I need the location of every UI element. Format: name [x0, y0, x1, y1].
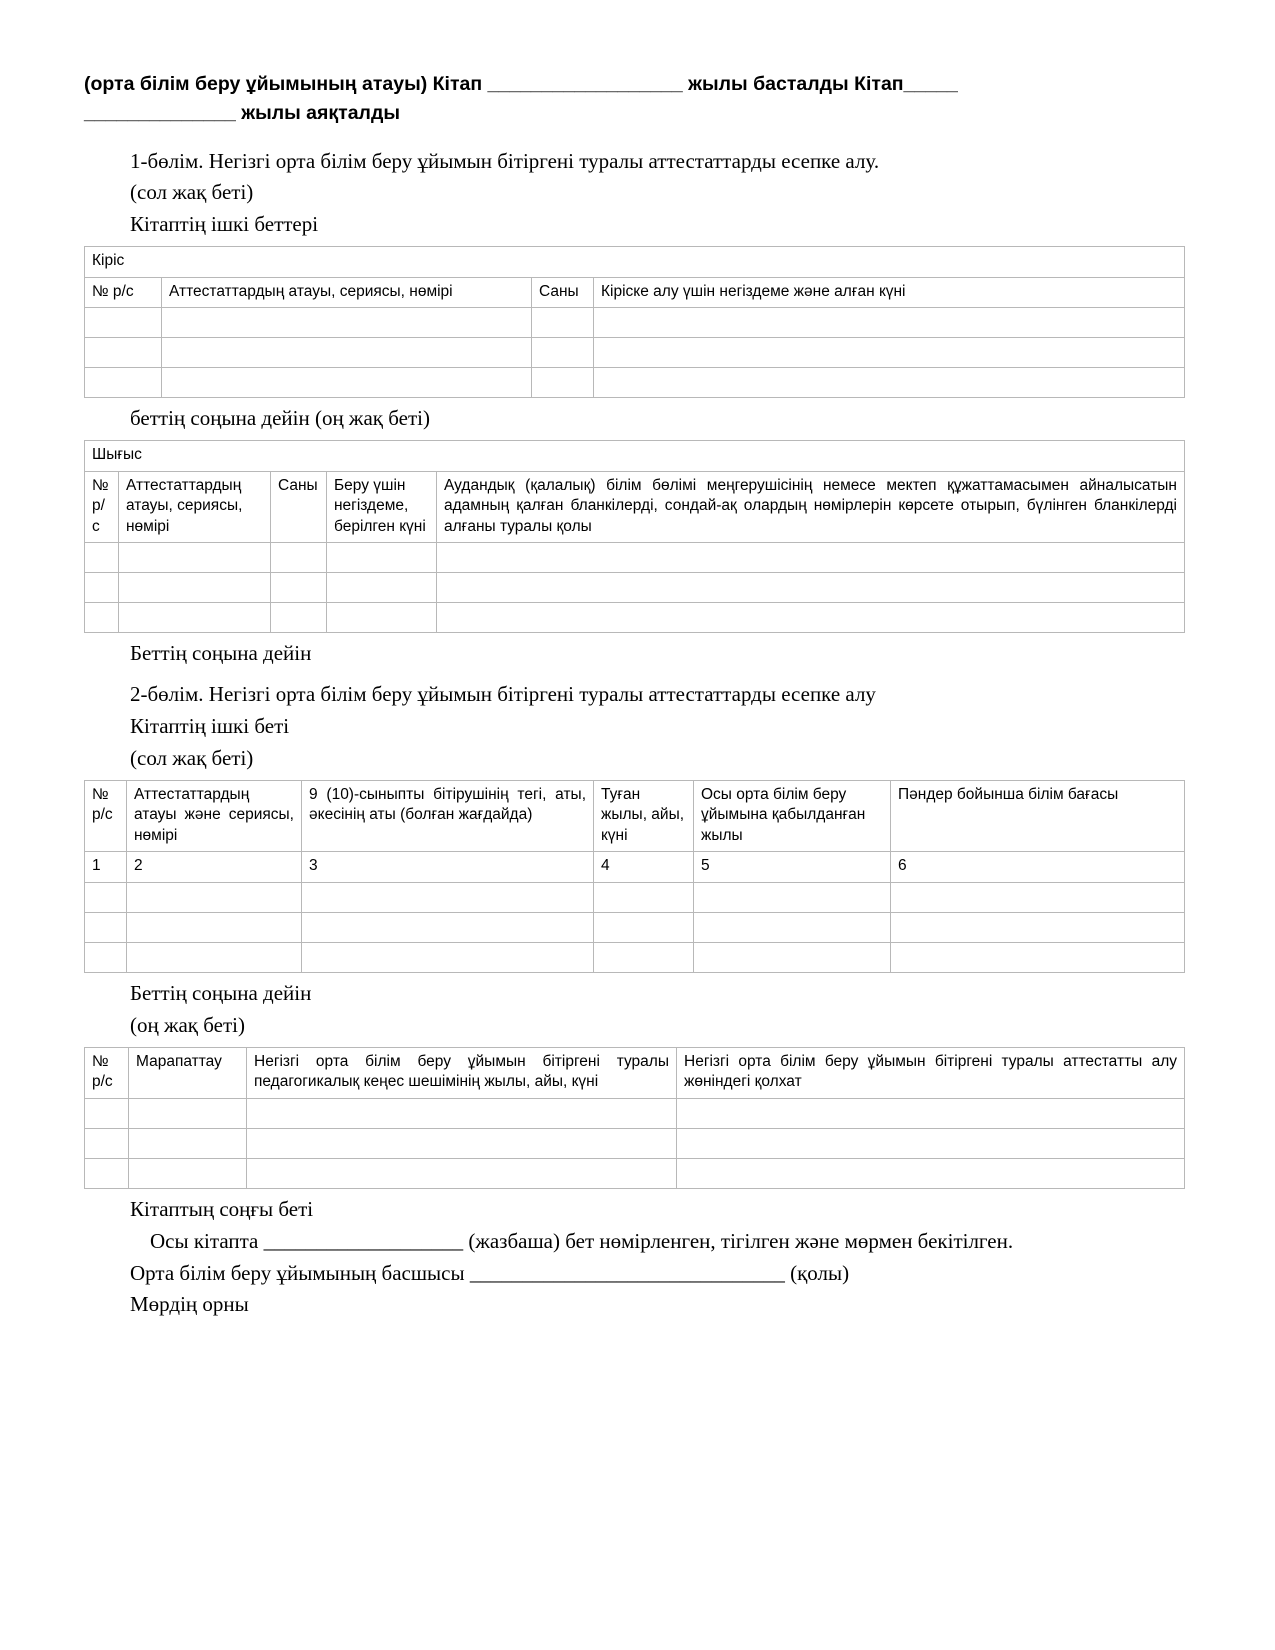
s2l-header-0: № р/с [85, 780, 127, 852]
s2l-num-4: 5 [694, 852, 891, 883]
table-kiris [84, 246, 1185, 398]
s2l-cell[interactable] [891, 883, 1185, 913]
header-line-2: ______________ жылы аяқталды [84, 102, 400, 125]
s2l-cell[interactable] [302, 913, 594, 943]
table-row [85, 338, 1185, 368]
shygys-cell[interactable] [119, 543, 271, 573]
kiris-cell[interactable] [594, 338, 1185, 368]
s2l-num-3: 4 [594, 852, 694, 883]
shygys-cell[interactable] [119, 573, 271, 603]
kiris-header-1: Аттестаттардың атауы, сериясы, нөмірі [162, 277, 532, 308]
table-row [85, 1098, 1185, 1128]
table-row [85, 1128, 1185, 1158]
kiris-cell[interactable] [162, 368, 532, 398]
s2l-cell[interactable] [127, 913, 302, 943]
s2l-header-5: Пәндер бойынша білім бағасы [891, 780, 1185, 852]
shygys-header-4: Аудандық (қалалық) білім бөлімі меңгерушісінің немесе мектеп құжаттамасымен айналысатын адамның қалған бланкілерді, сондай-ақ олардың нөмірлерін көрсете отырып, бүлінген бланкілерді алғаны туралы қолы [437, 471, 1185, 543]
shygys-cell[interactable] [85, 573, 119, 603]
section1-end-note: Беттің соңына дейін [130, 641, 312, 666]
table-row [85, 603, 1185, 633]
s2r-cell[interactable] [85, 1128, 129, 1158]
s2l-cell[interactable] [694, 943, 891, 973]
s2l-num-0: 1 [85, 852, 127, 883]
shygys-cell[interactable] [271, 573, 327, 603]
s2l-cell[interactable] [127, 883, 302, 913]
shygys-cell[interactable] [271, 543, 327, 573]
section1-inner-pages-label: Кітаптің ішкі беттері [130, 212, 319, 237]
s2r-cell[interactable] [247, 1158, 677, 1188]
kiris-cell[interactable] [532, 368, 594, 398]
table-row-caption [85, 246, 1185, 277]
s2r-header-2: Негізгі орта білім беру ұйымын бітіргені туралы педагогикалық кеңес шешімінің жылы, айы, күні [247, 1047, 677, 1098]
table-header-row [85, 277, 1185, 308]
s2l-cell[interactable] [85, 943, 127, 973]
section1-note-after: беттің соңына дейін (оң жақ беті) [130, 406, 430, 431]
s2l-cell[interactable] [127, 943, 302, 973]
shygys-header-0: № р/с [85, 471, 119, 543]
table-row [85, 368, 1185, 398]
s2l-num-5: 6 [891, 852, 1185, 883]
shygys-header-3: Беру үшін негіздеме, берілген күні [327, 471, 437, 543]
s2l-header-2: 9 (10)-сыныпты бітірушінің тегі, аты, әкесінің аты (болған жағдайда) [302, 780, 594, 852]
kiris-header-2: Саны [532, 277, 594, 308]
s2r-header-1: Марапаттау [129, 1047, 247, 1098]
kiris-cell[interactable] [532, 308, 594, 338]
s2l-cell[interactable] [302, 883, 594, 913]
section1-left-page-label: (сол жақ беті) [130, 180, 254, 205]
s2r-cell[interactable] [247, 1128, 677, 1158]
s2l-cell[interactable] [891, 943, 1185, 973]
s2r-cell[interactable] [129, 1158, 247, 1188]
s2l-header-3: Туған жылы, айы, күні [594, 780, 694, 852]
table-row [85, 543, 1185, 573]
shygys-cell[interactable] [327, 573, 437, 603]
kiris-cell[interactable] [162, 308, 532, 338]
shygys-cell[interactable] [85, 543, 119, 573]
section2-title: 2-бөлім. Негізгі орта білім беру ұйымын бітіргені туралы аттестаттарды есепке алу [130, 682, 876, 707]
s2l-cell[interactable] [694, 913, 891, 943]
table-row [85, 883, 1185, 913]
table-row [85, 308, 1185, 338]
section1-title: 1-бөлім. Негізгі орта білім беру ұйымын бітіргені туралы аттестаттарды есепке алу. [130, 148, 880, 173]
shygys-cell[interactable] [327, 603, 437, 633]
s2r-cell[interactable] [677, 1128, 1185, 1158]
section2-inner-page-label: Кітаптің ішкі беті [130, 714, 290, 739]
footer-statement: Осы кітапта ___________________ (жазбаша) бет нөмірленген, тігілген және мөрмен бекітілген. [150, 1228, 1014, 1253]
s2l-cell[interactable] [594, 913, 694, 943]
footer-seal-label: Мөрдің орны [130, 1292, 249, 1317]
s2l-num-1: 2 [127, 852, 302, 883]
shygys-cell[interactable] [85, 603, 119, 633]
kiris-caption: Кіріс [85, 246, 1185, 277]
s2r-cell[interactable] [85, 1158, 129, 1188]
kiris-header-0: № р/с [85, 277, 162, 308]
kiris-cell[interactable] [85, 368, 162, 398]
shygys-cell[interactable] [437, 573, 1185, 603]
s2r-cell[interactable] [129, 1098, 247, 1128]
s2l-num-2: 3 [302, 852, 594, 883]
kiris-cell[interactable] [162, 338, 532, 368]
table-header-row [85, 1047, 1185, 1098]
footer-last-page-label: Кітаптың соңғы беті [130, 1196, 314, 1221]
kiris-cell[interactable] [594, 368, 1185, 398]
table-row-caption [85, 440, 1185, 471]
s2l-cell[interactable] [594, 883, 694, 913]
section2-right-page-label: (оң жақ беті) [130, 1012, 245, 1037]
shygys-cell[interactable] [271, 603, 327, 633]
s2r-cell[interactable] [85, 1098, 129, 1128]
table-shygys [84, 440, 1185, 633]
table-row [85, 573, 1185, 603]
shygys-caption: Шығыс [85, 440, 1185, 471]
shygys-cell[interactable] [437, 603, 1185, 633]
s2l-cell[interactable] [302, 943, 594, 973]
s2r-cell[interactable] [677, 1098, 1185, 1128]
document-header [84, 70, 1185, 129]
footer-head-signature-line: Орта білім беру ұйымының басшысы ______________________________ (қолы) [130, 1260, 850, 1285]
shygys-header-2: Саны [271, 471, 327, 543]
shygys-cell[interactable] [437, 543, 1185, 573]
table-row [85, 1158, 1185, 1188]
kiris-header-3: Кіріске алу үшін негіздеме және алған күні [594, 277, 1185, 308]
s2l-cell[interactable] [85, 883, 127, 913]
s2l-cell[interactable] [891, 913, 1185, 943]
section2-left-page-label: (сол жақ беті) [130, 745, 254, 770]
s2r-header-0: № р/с [85, 1047, 129, 1098]
header-line-1: (орта білім беру ұйымының атауы) Кітап __________________ жылы басталды Кітап_____ [84, 73, 958, 95]
table-header-row [85, 780, 1185, 852]
shygys-cell[interactable] [327, 543, 437, 573]
table-numbering-row [85, 852, 1185, 883]
shygys-cell[interactable] [119, 603, 271, 633]
table-section2-right [84, 1047, 1185, 1189]
table-header-row [85, 471, 1185, 543]
s2r-header-3: Негізгі орта білім беру ұйымын бітіргені туралы аттестатты алу жөніндегі қолхат [677, 1047, 1185, 1098]
s2r-cell[interactable] [247, 1098, 677, 1128]
s2l-header-4: Осы орта білім беру ұйымына қабылданған жылы [694, 780, 891, 852]
s2r-cell[interactable] [129, 1128, 247, 1158]
kiris-cell[interactable] [594, 308, 1185, 338]
kiris-cell[interactable] [85, 338, 162, 368]
s2l-cell[interactable] [694, 883, 891, 913]
s2r-cell[interactable] [677, 1158, 1185, 1188]
section2-end-note: Беттің соңына дейін [130, 981, 312, 1006]
table-row [85, 943, 1185, 973]
table-section2-left [84, 780, 1185, 973]
kiris-cell[interactable] [85, 308, 162, 338]
shygys-header-1: Аттестаттардың атауы, сериясы, нөмірі [119, 471, 271, 543]
table-row [85, 913, 1185, 943]
kiris-cell[interactable] [532, 338, 594, 368]
s2l-header-1: Аттестаттардың атауы және сериясы, нөмірі [127, 780, 302, 852]
s2l-cell[interactable] [85, 913, 127, 943]
s2l-cell[interactable] [594, 943, 694, 973]
